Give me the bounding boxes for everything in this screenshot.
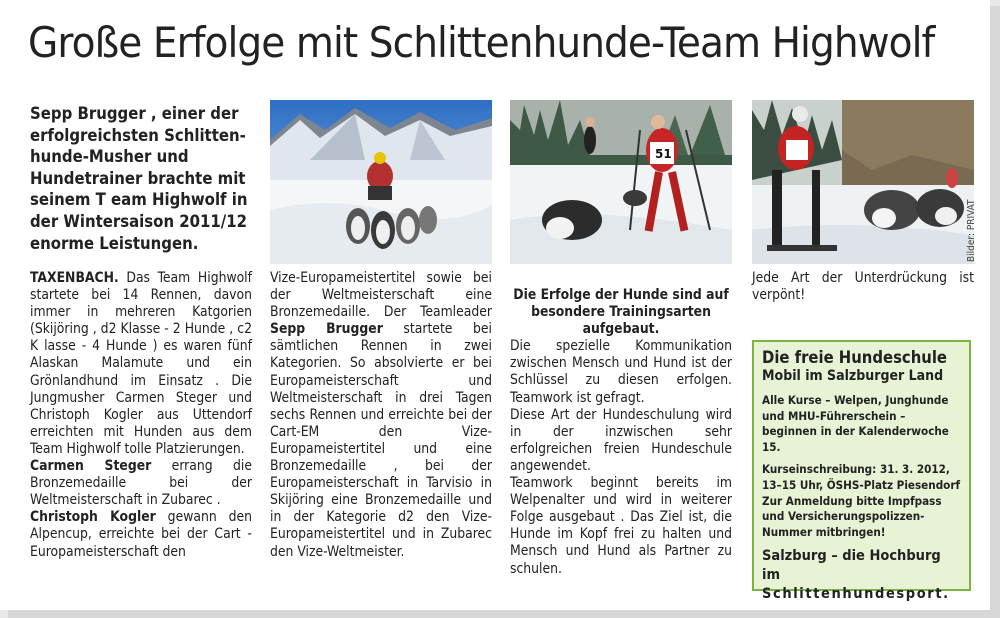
info-box-subtitle: Mobil im Salzburger Land [762, 368, 944, 384]
section-subhead: Die Erfolge der Hunde sind auf besondere Trainingsarten aufgebaut. [513, 287, 729, 338]
person-name: Carmen Steger [30, 458, 152, 475]
race-bib-number: 51 [655, 147, 672, 161]
info-box-paragraph: Kurseinschreibung: 31. 3. 2012, 13–15 Uhr, ÖSHS-Platz Piesendorf Zur Anmeldung bitte Impfpass und Versicherungspolizzen-Nummer mitbringen! [762, 462, 961, 539]
dateline: TAXENBACH. [30, 270, 119, 286]
info-box-paragraph: Alle Kurse – Welpen, Junghunde und MHU-Führerschein – beginnen in der Kalenderwoche 15. [762, 393, 949, 454]
paragraph: startete bei sämtlichen Rennen in zwei Kategorien. So absolvierte er bei Europameisterschaft und Weltmeisterschaft in drei Tagen sechs Rennen und erreichte bei der Cart-EM den Vize-Europameistertitel und eine Bronzemedaille , bei der Europameisterschaft in Tarvisio in Skijöring eine Bronzemedaille und in der Kategorie d2 den Vize-Europameistertitel und in Zubarec den Vize-Weltmeister. [270, 321, 492, 560]
article-column-4 [752, 270, 974, 304]
person-name: Sepp Brugger [270, 321, 383, 338]
info-box-title: Die freie Hundeschule [762, 348, 948, 367]
dog-sled-racer-photo [752, 100, 974, 264]
paragraph: Die spezielle Kommunikation zwischen Mensch und Hund ist der Schlüssel zu diesen erfolgen. Teamwork ist gefragt. [510, 338, 732, 406]
info-box [752, 340, 971, 603]
paragraph: gewann den Alpencup, erreichte bei der Cart -Europameisterschaft den [30, 509, 252, 560]
paragraph: Diese Art der Hundeschulung wird in der inzwischen sehr erfolgreichen freien Hundeschule angewendet. [510, 406, 732, 474]
info-box-footer: Salzburg – die Hochburg im [762, 548, 941, 584]
info-box-footer: Schlittenhundesport. [762, 586, 950, 603]
skijoring-race-photo [510, 100, 732, 264]
paragraph: Jede Art der Unterdrückung ist verpönt! [752, 270, 974, 304]
article-column-2 [270, 270, 492, 561]
article-column-3 [510, 270, 732, 578]
article-headline: Große Erfolge mit Schlittenhunde-Team Highwolf [28, 18, 935, 67]
page-shadow [990, 6, 1000, 618]
person-name: Christoph Kogler [30, 509, 156, 526]
article-column-1 [30, 270, 252, 561]
paragraph: Das Team Highwolf startete bei 14 Rennen, davon immer in mehreren Katgorien (Skijöring , d2 Klasse - 2 Hunde , c2 K lasse - 4 Hunde ) es waren fünf Alaskan Malamute und ein Grönlandhund im Einsatz . Die Jungmusher Carmen Steger und Christoph Kogler aus Uttendorf erreichten mit Hunden aus dem Team Highwolf tolle Platzierungen. [30, 270, 252, 457]
photo-credit: Bilder: PRIVAT [966, 199, 977, 262]
paragraph: Teamwork beginnt bereits im Welpenalter und wird in weiterer Folge ausgebaut . Das Ziel ist, die Hunde im Kopf frei zu halten und Mensch und Hund als Partner zu schulen. [510, 475, 732, 577]
paragraph: errang die Bronzemedaille bei der Weltmeisterschaft in Zubarec . [30, 458, 252, 509]
paragraph: Vize-Europameistertitel sowie bei der Weltmeisterschaft eine Bronzemedaille. Der Teamleader [270, 270, 492, 321]
dog-sled-team-mountains-photo [270, 100, 492, 264]
article-lead: Sepp Brugger , einer der erfolgreichsten Schlittenhunde-Musher und Hundetrainer brachte mit seinem T eam Highwolf in der Wintersaison 2011/12 enorme Leistungen. [30, 104, 248, 253]
page-shadow [8, 610, 1000, 618]
